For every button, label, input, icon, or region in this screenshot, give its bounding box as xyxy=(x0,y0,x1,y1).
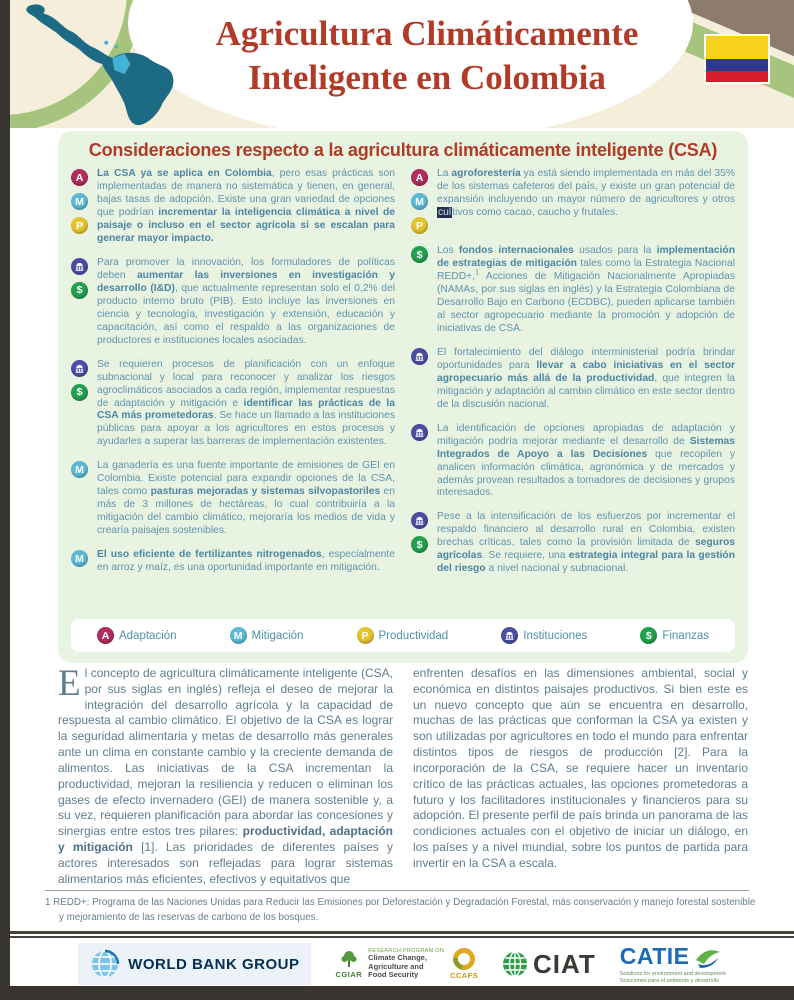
cgiar-block xyxy=(335,949,362,979)
catie-tagline-es: Soluciones para el ambiente y desarrollo xyxy=(619,978,720,984)
catie-logo xyxy=(620,943,726,985)
body-text xyxy=(58,663,748,888)
flag-stripe-blue xyxy=(706,59,768,71)
csa-item-icons xyxy=(411,511,431,576)
legend-item-productivity xyxy=(357,627,449,644)
csa-item-icons xyxy=(71,168,91,246)
adaptation-icon: A xyxy=(97,627,114,644)
world-bank-label: WORLD BANK GROUP xyxy=(128,955,300,973)
cgiar-tree-icon xyxy=(339,949,359,969)
considerations-heading: Consideraciones respecto a la agricultura climáticamente inteligente (CSA) xyxy=(88,140,718,160)
footnote-rule xyxy=(45,890,749,891)
csa-item-text: La CSA ya se aplica en Colombia, pero esas prácticas son implementadas de manera no sistemática y tienen, en general, bajas tasas de adopción. Existe una gran variedad de opciones que podrían incrementar la inteligencia climática a nivel de paisaje o incluso en el sector agrícola si se escalan para generar mayor impacto. xyxy=(97,168,396,244)
csa-item xyxy=(411,168,735,234)
csa-item xyxy=(71,460,395,538)
csa-item-text: La identificación de opciones apropiadas de adaptación y mitigación podría mejorar mediante el desarrollo de Sistemas Integrados de Apoyo a las Decisiones que recopilen y analicen información climática, agronómica y de mercados y además provean resultados a tomadores de decisiones y grupos interesados. xyxy=(437,422,735,499)
institutions-icon xyxy=(411,424,428,441)
institutions-icon xyxy=(71,360,88,377)
institutions-icon xyxy=(411,348,428,365)
csa-item-text: Pese a la intensificación de los esfuerzos por incrementar el respaldo financiero al desarrollo rural en Colombia, existen brechas críticas, tales como la provisión limitada de seguros agrícolas. Se requiere, una estrategia integral para la gestión del riesgo a nivel nacional y subnacional. xyxy=(437,511,736,575)
csa-item xyxy=(411,245,735,336)
csa-item xyxy=(411,423,735,501)
finance-icon: $ xyxy=(71,384,88,401)
catie-tagline-en: Solutions for environment and development xyxy=(619,971,726,978)
cgiar-ccafs-logo xyxy=(335,948,478,980)
legend-label: Finanzas xyxy=(662,629,709,642)
mitigation-icon: M xyxy=(71,193,88,210)
institutions-icon xyxy=(71,258,88,275)
mitigation-icon: M xyxy=(230,627,247,644)
csa-item-text: Se requieren procesos de planificación con un enfoque subnacional y local para reconocer y analizar los riesgos agroclimáticos asociados a cada región, implementar respuestas de adaptación y mitigación e identificar las prácticas de la CSA más prometedoras. Se hace un llamado a las instituciones públicas para apoyar a los agricultores en estos procesos y ayudarles a superar las barreras de implementación existentes. xyxy=(97,358,396,448)
csa-item xyxy=(71,359,395,450)
productivity-icon: P xyxy=(71,217,88,234)
csa-item-text: Los fondos internacionales usados para la implementación de estrategias de mitigación tales como la Estrategia Nacional REDD+,$^1$ Acciones de Mitigación Nacionalmente Apropiadas (NAMAs, por sus siglas en inglés) y la Estrategia Colombiana de Desarrollo Bajo en Carbono (ECDBC), pueden aplicarse también al sector agropecuario mediante la promoción y adopción de iniciativas de CSA. xyxy=(437,245,735,334)
page-title xyxy=(160,12,694,100)
flag-stripe-yellow xyxy=(706,36,768,59)
csa-item-text: El uso eficiente de fertilizantes nitrogenados, especialmente en arroz y maíz, es una oportunidad importante en mitigación. xyxy=(97,549,395,574)
program-line: Food Security xyxy=(368,970,419,980)
csa-item-icons xyxy=(411,168,431,234)
ciat-label: CIAT xyxy=(533,948,596,979)
flag-stripe-red xyxy=(706,71,768,83)
legend-item-adaptation xyxy=(97,627,177,644)
considerations-column-right xyxy=(411,168,735,613)
legend-item-finance xyxy=(640,627,709,644)
footer-divider xyxy=(10,931,794,938)
catie-swoosh-icon xyxy=(693,945,721,969)
world-bank-logo xyxy=(78,943,311,985)
body-column-left xyxy=(58,663,393,888)
csa-item xyxy=(411,347,735,412)
csa-item xyxy=(411,511,735,576)
title-line-1: Agricultura Climáticamente xyxy=(215,14,639,53)
ccafs-label: CCAFS xyxy=(450,971,478,980)
considerations-column-left xyxy=(71,168,395,613)
legend-label: Mitigación xyxy=(251,629,304,642)
csa-item xyxy=(71,257,395,348)
csa-item-text: Para promover la innovación, los formuladores de políticas deben aumentar las inversiones en investigación y desarrollo (I&D), que actualmente representan solo el 0,2% del producto interno bruto (PIB). Esto incluye las inversiones en ciencia y tecnología, investigación y extensión, educación y capacitación, así como el respaldo a las organizaciones de productores e instituciones locales asociadas. xyxy=(97,256,395,346)
ciat-globe-icon xyxy=(502,951,528,977)
csa-item-text: La agroforestería ya está siendo implementada en más del 35% de los sistemas cafeteros del país, y existe un gran potencial de expansión incluyendo un mayor número de agricultores y otros cultivos como cacao, caucho y frutales. xyxy=(437,168,735,218)
title-line-2: Inteligente en Colombia xyxy=(248,57,606,97)
cgiar-label: CGIAR xyxy=(335,970,363,979)
catie-label: CATIE xyxy=(619,943,690,970)
footer-logos xyxy=(10,942,794,986)
legend-label: Adaptación xyxy=(119,629,177,642)
considerations-columns xyxy=(58,166,748,613)
finance-icon: $ xyxy=(411,536,428,553)
program-line: Climate Change, xyxy=(368,953,427,963)
institutions-icon xyxy=(501,627,518,644)
body-column-right xyxy=(413,666,748,888)
csa-item-icons xyxy=(71,460,91,538)
csa-item-icons xyxy=(411,347,431,412)
finance-icon: $ xyxy=(640,627,657,644)
csa-item-icons xyxy=(71,549,91,575)
legend-bar xyxy=(71,619,735,652)
considerations-panel xyxy=(58,131,748,663)
dropcap: E xyxy=(58,663,81,704)
csa-item-icons xyxy=(71,359,91,450)
productivity-icon: P xyxy=(411,217,428,234)
csa-item xyxy=(71,168,395,246)
mitigation-icon: M xyxy=(71,550,88,567)
productivity-icon: P xyxy=(357,627,374,644)
ciat-logo xyxy=(502,949,596,980)
legend-label: Instituciones xyxy=(523,629,588,642)
adaptation-icon: A xyxy=(71,169,88,186)
footnote: 1 REDD+: Programa de las Naciones Unidas para Reducir las Emisiones por Deforestación y Degradación Forestal, más conservación y manejo forestal sostenible y mejoramiento de las reservas de carbono de los bosques. xyxy=(45,897,756,923)
csa-item xyxy=(71,549,395,575)
body-right-text: enfrenten desafíos en las dimensiones ambiental, social y económica en distintos paisajes productivos. Si bien este es un nuevo concepto que aún se encuentra en desarrollo, muchas de las prácticas que conforman la CSA ya existen y son utilizadas por agricultores en todo el mundo para enfrentar distintos tipos de riesgos de producción [2]. Para la incorporación de la CSA, se requiere hacer un inventario crítico de las prácticas actuales, las opciones prometedoras a futuro y los facilitadores institucionales y financieros para su adopción. El presente perfil de país brinda un panorama de las condiciones actuales con el objetivo de iniciar un diálogo, en los países y a nivel mundial, sobre los puntos de partida para invertir en la CSA a escala. xyxy=(413,666,748,870)
csa-item-icons xyxy=(71,257,91,348)
body-left-text: l concepto de agricultura climáticamente inteligente (CSA, por sus siglas en inglés) refleja el deseo de mejorar la integración del desarrollo agrícola y la capacidad de respuesta al cambio climático. El objetivo de la CSA es lograr la seguridad alimentaria y metas de desarrollo más generales ante un clima en constante cambio y la creciente demanda de alimentos. Las iniciativas de la CSA incrementan la productividad, mejoran la resiliencia y reducen o eliminan los gases de efecto invernadero (GEI) de manera sostenible y, a su vez, requieren planificación para abordar las concesiones y sinergias entre estos tres pilares: productividad, adaptación y mitigación [1]. Las prioridades de diferentes países y actores interesados son reflejadas para lograr sistemas alimentarios más eficientes, efectivos y equitativos que xyxy=(58,666,393,886)
ccafs-block xyxy=(450,948,478,980)
mitigation-icon: M xyxy=(411,193,428,210)
legend-item-mitigation xyxy=(230,627,304,644)
world-bank-globe-icon xyxy=(90,949,120,979)
csa-item-text: El fortalecimiento del diálogo interministerial podría brindar oportunidades para llevar a cabo iniciativas en el sector agropecuario más allá de la productividad, que integren la mitigación y adaptación al cambio climático en este sector dentro de la discusión nacional. xyxy=(437,346,735,410)
ccafs-ring-icon xyxy=(449,944,480,975)
finance-icon: $ xyxy=(411,246,428,263)
legend-item-institutions xyxy=(501,627,587,644)
mitigation-icon: M xyxy=(71,461,88,478)
csa-item-text: La ganadería es una fuente importante de emisiones de GEI en Colombia. Existe potencial para expandir opciones de la CSA, tales como pasturas mejoradas y sistemas silvopastoriles en más de 3 millones de hectáreas, lo cual contribuiría a la mitigación del cambio climático, mejoraría los medios de vida y crearía paisajes sostenibles. xyxy=(97,460,395,537)
catie-tagline xyxy=(620,971,726,985)
program-heading: RESEARCH PROGRAM ON xyxy=(368,948,445,955)
csa-item-icons xyxy=(411,245,431,336)
adaptation-icon: A xyxy=(411,169,428,186)
institutions-icon xyxy=(411,512,428,529)
page-edge-bottom xyxy=(0,986,794,1000)
colombia-flag-icon xyxy=(706,36,768,82)
program-line: Agriculture and xyxy=(368,961,424,971)
legend-label: Productividad xyxy=(378,629,449,642)
header xyxy=(10,0,794,128)
ccafs-program-text xyxy=(368,948,444,980)
page-edge-left xyxy=(0,0,10,1000)
finance-icon: $ xyxy=(71,282,88,299)
csa-item-icons xyxy=(411,423,431,501)
catie-top xyxy=(620,943,721,970)
